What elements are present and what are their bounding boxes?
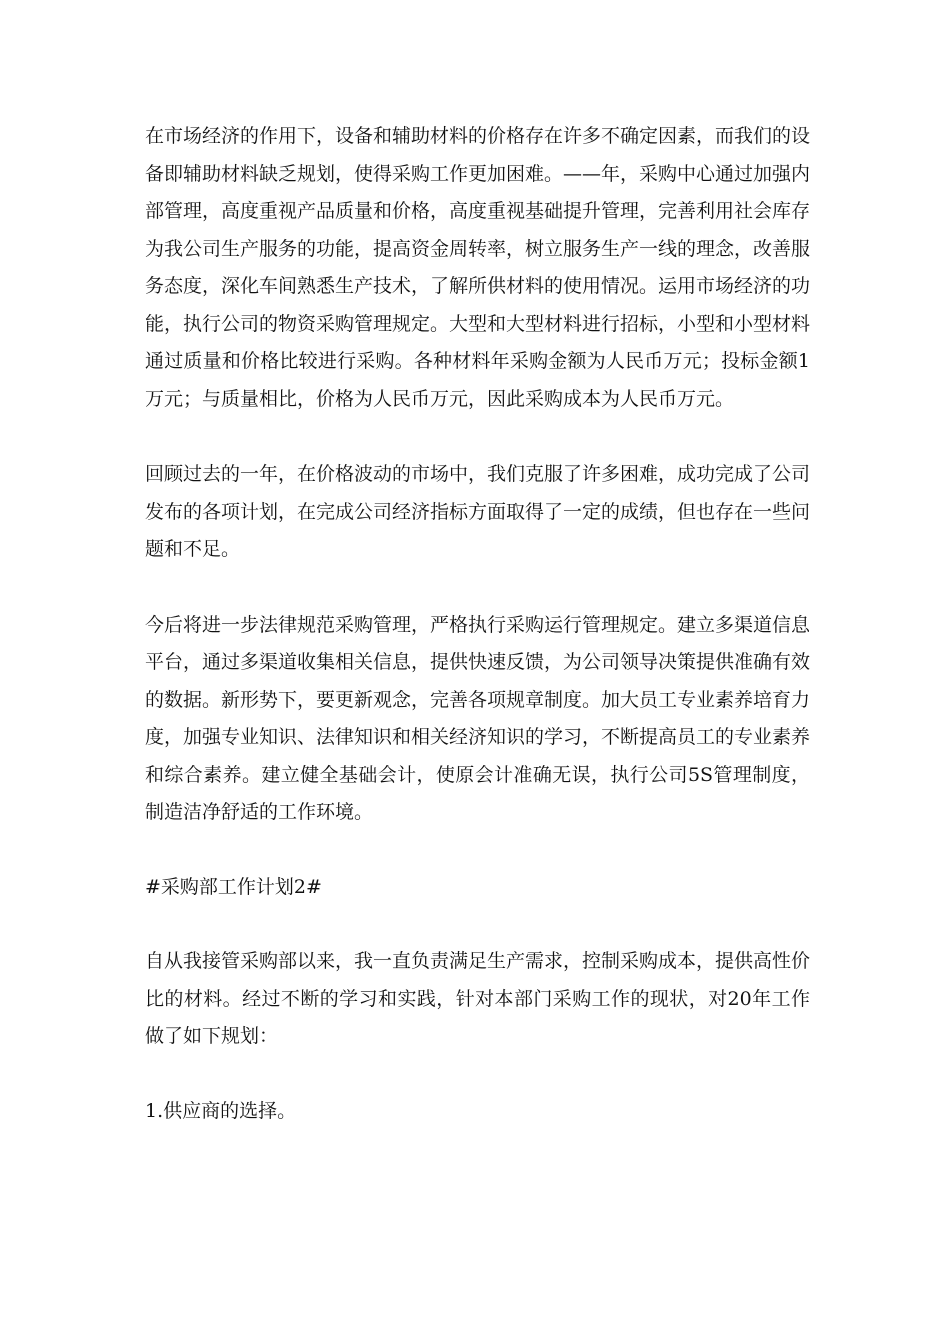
document-body <box>145 118 810 1130</box>
list-item-supplier-selection: 1.供应商的选择。 <box>145 1099 297 1122</box>
paragraph-year-review: 回顾过去的一年，在价格波动的市场中，我们克服了许多困难，成功完成了公司发布的各项计划，在完成公司经济指标方面取得了一定的成绩，但也存在一些问题和不足。 <box>145 463 811 560</box>
paragraph-plan-intro: 自从我接管采购部以来，我一直负责满足生产需求，控制采购成本，提供高性价比的材料。经过不断的学习和实践，针对本部门采购工作的现状，对20年工作做了如下规划： <box>145 950 811 1047</box>
section-heading-plan-2: #采购部工作计划2# <box>145 875 322 898</box>
paragraph-future-plan: 今后将进一步法律规范采购管理，严格执行采购运行管理规定。建立多渠道信息平台，通过多渠道收集相关信息，提供快速反馈，为公司领导决策提供准确有效的数据。新形势下，要更新观念，完善各项规章制度。加大员工专业素养培育力度，加强专业知识、法律知识和相关经济知识的学习，不断提高员工的专业素养和综合素养。建立健全基础会计，使原会计准确无误，执行公司5S管理制度，制造洁净舒适的工作环境。 <box>145 613 811 823</box>
paragraph-procurement-overview: 在市场经济的作用下，设备和辅助材料的价格存在许多不确定因素，而我们的设备即辅助材料缺乏规划，使得采购工作更加困难。——年，采购中心通过加强内部管理，高度重视产品质量和价格，高度重视基础提升管理，完善利用社会库存为我公司生产服务的功能，提高资金周转率，树立服务生产一线的理念，改善服务态度，深化车间熟悉生产技术，了解所供材料的使用情况。运用市场经济的功能，执行公司的物资采购管理规定。大型和大型材料进行招标，小型和小型材料通过质量和价格比较进行采购。各种材料年采购金额为人民币万元；投标金额1万元；与质量相比，价格为人民币万元，因此采购成本为人民币万元。 <box>145 125 811 410</box>
